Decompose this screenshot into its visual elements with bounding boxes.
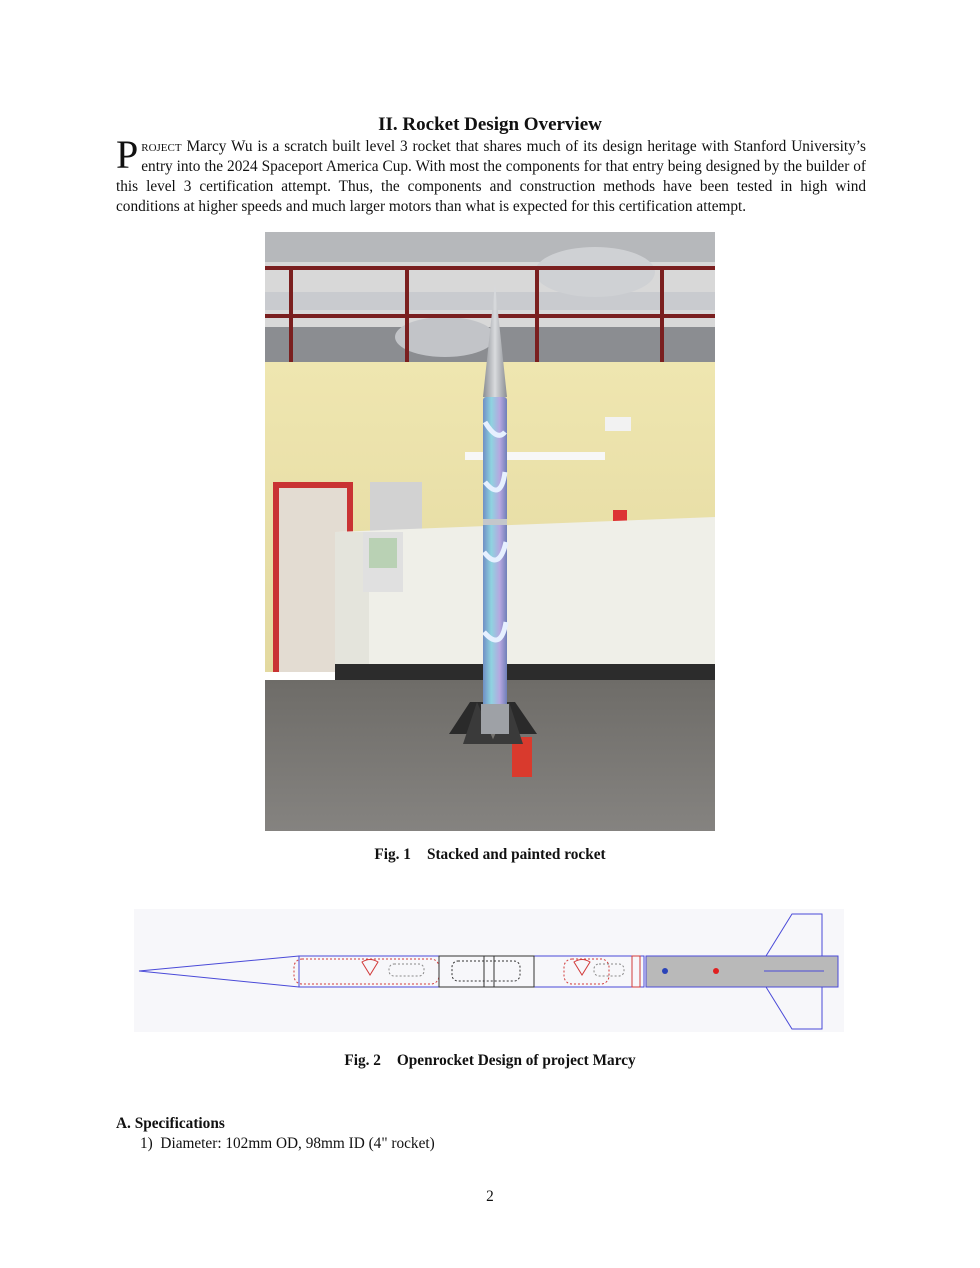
rocket-photo-illustration (265, 232, 715, 831)
figure-2-caption (0, 1052, 980, 1070)
spec-item-text: Diameter: 102mm OD, 98mm ID (4" rocket) (160, 1135, 435, 1152)
figure-2-text: Openrocket Design of project Marcy (396, 1052, 636, 1069)
page-number: 2 (486, 1188, 494, 1205)
specifications-heading: A. Specifications (116, 1115, 225, 1132)
cp-marker (713, 968, 719, 974)
figure-1-text: Stacked and painted rocket (426, 846, 606, 863)
openrocket-design-diagram (134, 909, 844, 1032)
intro-body: Marcy Wu is a scratch built level 3 rocket that shares much of its design heritage with Stanford University’s entry into the 2024 Spaceport America Cup. With most the components for that entry being designed by the builder of this level 3 certification attempt. Thus, the components and construction methods have been tested in high wind conditions at higher speeds and much larger motors than what is expected for this certification attempt. (116, 138, 866, 215)
figure-1-caption (0, 846, 980, 864)
openrocket-design-svg (134, 909, 844, 1032)
intro-smallcaps: roject (141, 138, 182, 155)
drop-cap: P (116, 132, 139, 177)
section-title: II. Rocket Design Overview (378, 114, 602, 135)
cg-marker (662, 968, 668, 974)
figure-2-number: Fig. 2 (344, 1052, 381, 1069)
spec-item-label: 1) (140, 1135, 153, 1152)
intro-paragraph (116, 132, 866, 217)
spec-item (140, 1135, 435, 1153)
figure-1-number: Fig. 1 (374, 846, 411, 863)
rocket-photo (265, 232, 715, 831)
